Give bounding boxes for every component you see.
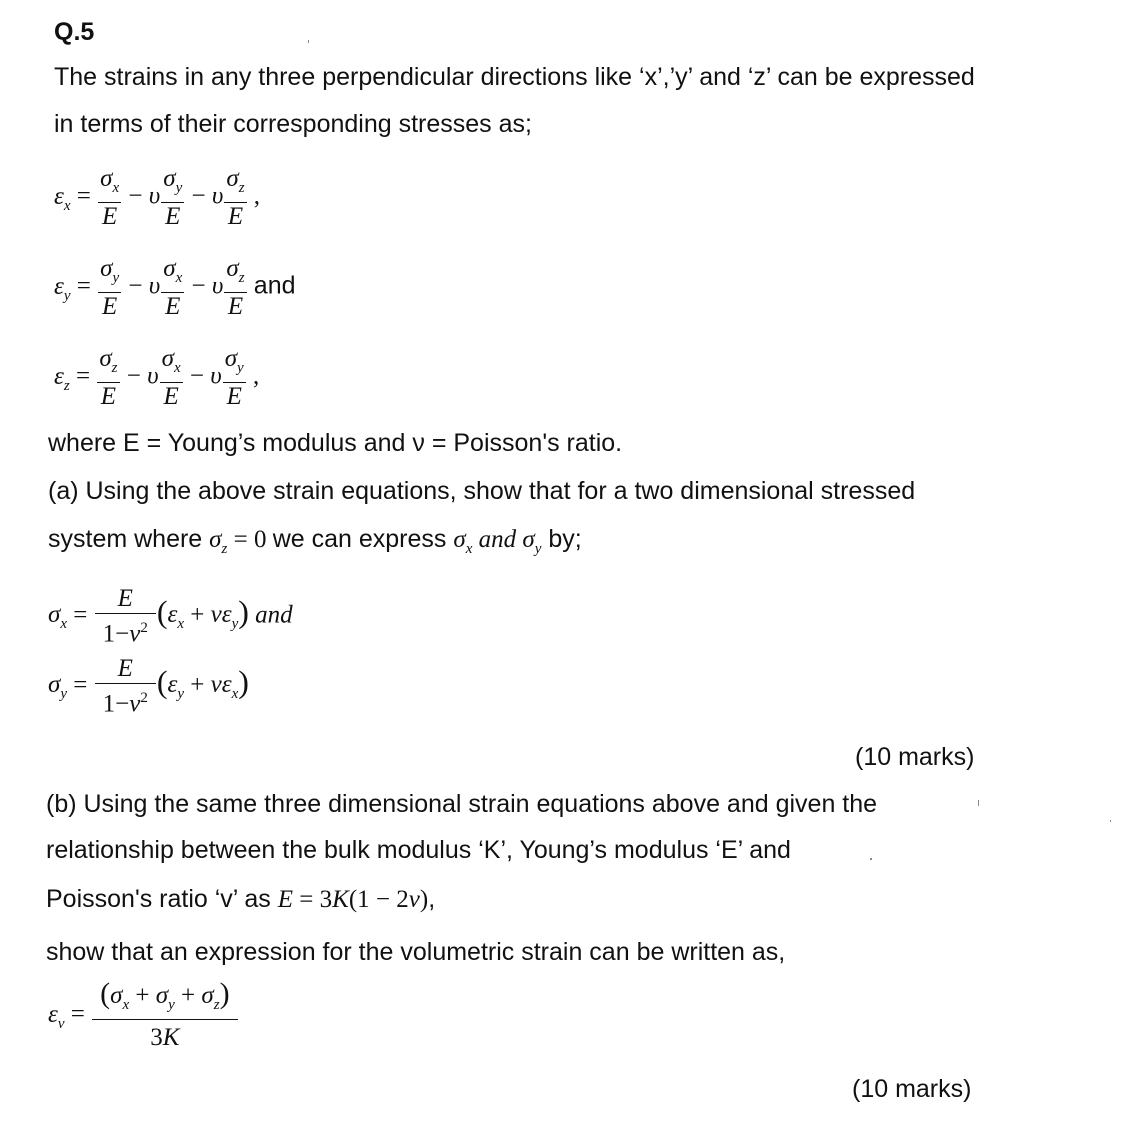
part-a-line2-end: by; [548,525,582,553]
part-b-line3-start: Poisson's ratio ‘v’ as [46,885,271,913]
part-a-line2-start: system where [48,525,203,553]
volumetric-strain-equation: $\varepsilon_v$ = $\frac{(\sigma_x + \sigma_y + \sigma_z)}{3K}$ [48,980,239,1052]
part-a-marks: (10 marks) [855,743,975,771]
strain-equation-x: $\varepsilon_x$ = $\frac{\sigma_x}{E}$ − υ $\frac{\sigma_y}{E}$ − υ $\frac{\sigma_z}{E}$ , [54,165,261,230]
scan-speck [1110,820,1111,822]
intro-text-line-1: The strains in any three perpendicular directions like ‘x’,’y’ and ‘z’ can be expressed [54,63,975,91]
scan-speck [978,800,979,806]
part-a-line2-mid: we can express [272,525,447,553]
question-number: Q.5 [54,18,95,46]
part-b-text-line-3: Poisson's ratio ‘v’ as E = 3K(1 − 2ν), [46,885,436,913]
and-connector: and [255,601,293,629]
strain-equation-z: $\varepsilon_z$ = $\frac{\sigma_z}{E}$ − υ $\frac{\sigma_x}{E}$ − υ $\frac{\sigma_y}{E}$ , [54,345,260,410]
sigma-x-equation: $\sigma_x$ = $\frac{E}{1-\nu^2}$ $(\varepsilon_x + \nu\varepsilon_y)$ and [48,585,293,648]
part-a-text-line-1: (a) Using the above strain equations, show that for a two dimensional stressed [48,477,916,505]
equation-trailer: and [253,271,296,300]
intro-text-line-2: in terms of their corresponding stresses as; [54,110,532,138]
part-a-text-line-2: system where $\sigma_z = 0$ we can express $\sigma_x$ and $\sigma_y$ by; [48,525,582,557]
scan-speck [870,858,872,860]
scan-speck [308,40,309,43]
sigma-y-equation: $\sigma_y$ = $\frac{E}{1-\nu^2}$ $(\varepsilon_y + \nu\varepsilon_x)$ [48,655,249,718]
where-definition: where E = Young’s modulus and ν = Poisson's ratio. [48,429,623,457]
part-b-text-line-4: show that an expression for the volumetric strain can be written as, [46,938,786,966]
part-b-text-line-1: (b) Using the same three dimensional strain equations above and given the [46,790,878,818]
part-b-line3-end: , [428,885,436,913]
part-b-text-line-2: relationship between the bulk modulus ‘K’, Young’s modulus ‘E’ and [46,836,791,864]
equation-trailer: , [253,182,261,210]
part-b-marks: (10 marks) [852,1075,972,1103]
equation-trailer: , [252,362,260,390]
strain-equation-y: $\varepsilon_y$ = $\frac{\sigma_y}{E}$ − υ $\frac{\sigma_x}{E}$ − υ $\frac{\sigma_z}{E}$ and [54,255,296,320]
